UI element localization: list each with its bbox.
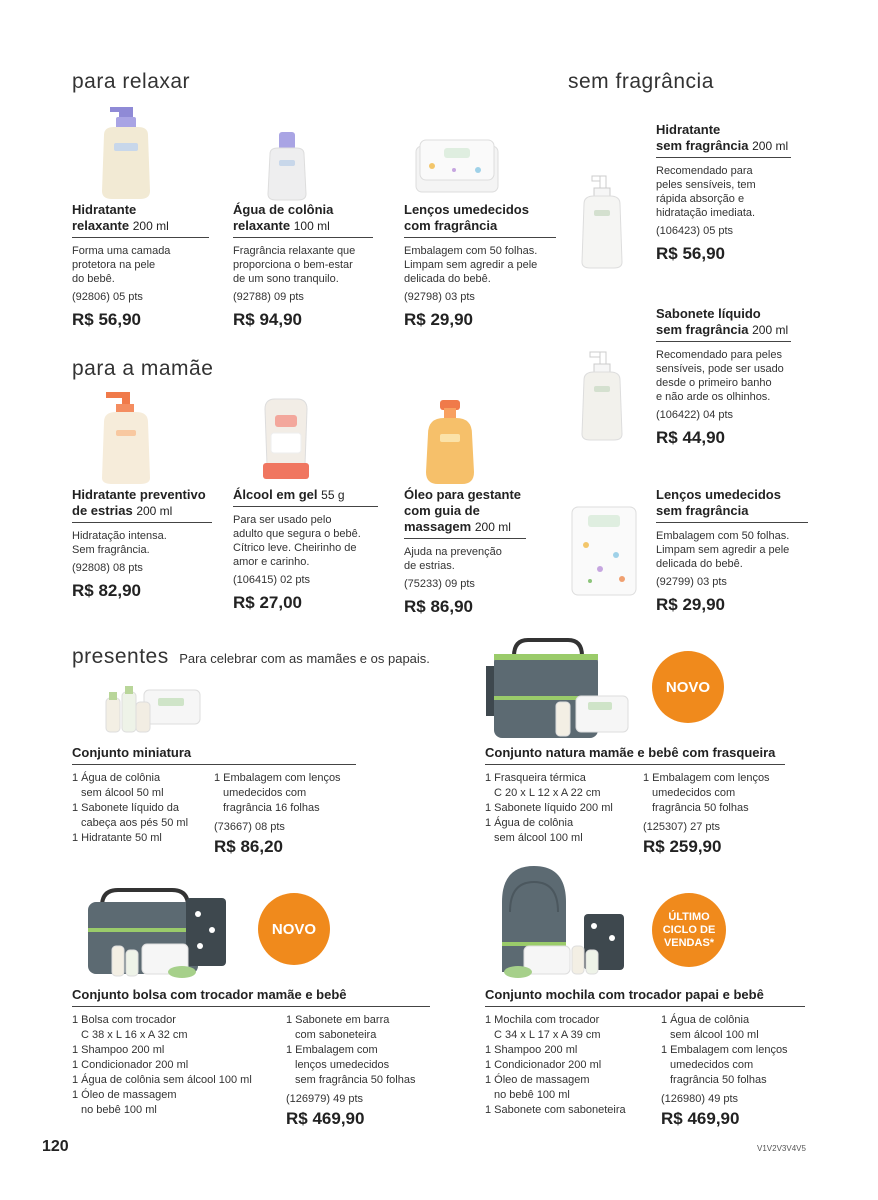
novo-badge-bolsa: NOVO: [258, 893, 330, 965]
product-size: 55 g: [321, 488, 345, 502]
product-description: Ajuda na prevenção de estrias.: [404, 546, 502, 572]
product-name-line2: com fragrância: [404, 218, 498, 233]
divider: [72, 522, 212, 523]
divider: [485, 1006, 805, 1007]
section-title-relax: para relaxar: [72, 70, 191, 93]
novo-badge-frasqueira: NOVO: [652, 651, 724, 723]
product-agua-colonia: [233, 202, 373, 330]
divider: [404, 237, 556, 238]
product-name-line2: sem fragrância: [656, 138, 749, 153]
conjunto-miniatura-image: [100, 684, 202, 736]
product-description: Para ser usado pelo adulto que segura o bebê. Cítrico leve. Cheirinho de amor e carinho.: [233, 514, 361, 568]
hidratante-preventivo-image: [96, 390, 156, 486]
product-name: Óleo para gestante: [404, 487, 522, 502]
product-description: Recomendado para peles sensíveis, tem rápida absorção e hidratação imediata.: [656, 165, 756, 219]
gift-price: R$ 469,90: [661, 1109, 740, 1128]
product-name-line2: de estrias: [72, 503, 133, 518]
gift-price: R$ 469,90: [286, 1109, 365, 1128]
product-name: Sabonete líquido: [656, 306, 761, 321]
oleo-gestante-image: [418, 398, 482, 486]
product-name-line3: massagem: [404, 519, 472, 534]
product-size: 200 ml: [474, 520, 511, 534]
product-name-line2: sem fragrância: [656, 503, 749, 518]
product-name: Lenços umedecidos: [656, 487, 781, 502]
product-price: R$ 44,90: [656, 428, 725, 447]
product-description: Forma uma camada protetora na pele do bebê.: [72, 245, 171, 285]
ultimo-ciclo-badge: ÚLTIMO CICLO DE VENDAS*: [652, 893, 726, 967]
hidratante-sem-fragrancia-image: [578, 174, 626, 270]
product-code: (92799) 03 pts: [656, 576, 727, 588]
bolsa-kit-image: [82, 884, 232, 982]
agua-colonia-image: [262, 130, 312, 202]
gift-price: R$ 259,90: [643, 837, 722, 856]
gift-title: Conjunto mochila com trocador papai e bebê: [485, 987, 764, 1002]
divider: [656, 341, 791, 342]
product-lencos-fragrancia: [404, 202, 556, 330]
alcool-gel-image: [257, 395, 315, 483]
product-hidratante-sem-fragrancia: [656, 122, 791, 264]
frasqueira-kit-image: [484, 636, 634, 740]
product-price: R$ 82,90: [72, 581, 141, 600]
product-code: (75233) 09 pts: [404, 578, 475, 590]
gift-contents-col2: 1 Sabonete em barra com saboneteira 1 Embalagem com lenços umedecidos sem fragrância 50 folhas (126979) 49 pts R$ 469,90: [286, 1013, 430, 1126]
product-size: 200 ml: [136, 504, 173, 518]
lencos-sem-fragrancia-image: [566, 505, 642, 599]
product-code: (92806) 05 pts: [72, 291, 143, 303]
gift-conjunto-bolsa: [72, 987, 430, 1126]
divider: [404, 538, 526, 539]
gift-contents-col1: 1 Frasqueira térmica C 20 x L 12 x A 22 cm 1 Sabonete líquido 200 ml 1 Água de colônia sem álcool 100 ml: [485, 772, 613, 844]
gift-conjunto-frasqueira: [485, 745, 785, 854]
divider: [72, 1006, 430, 1007]
gift-code: (73667) 08 pts: [214, 821, 285, 833]
product-size: 200 ml: [752, 323, 789, 337]
product-price: R$ 29,90: [404, 310, 473, 329]
product-alcool-gel: [233, 487, 378, 613]
product-code: (106423) 05 pts: [656, 225, 734, 237]
gift-contents-col2: 1 Embalagem com lenços umedecidos com fragrância 16 folhas (73667) 08 pts R$ 86,20: [214, 771, 356, 854]
gift-conjunto-mochila: [485, 987, 805, 1126]
product-price: R$ 56,90: [656, 244, 725, 263]
product-code: (106415) 02 pts: [233, 574, 311, 586]
product-sabonete-sem-fragrancia: [656, 306, 791, 448]
lencos-fragrancia-image: [414, 136, 500, 196]
product-description: Fragrância relaxante que proporciona o bem-estar de um sono tranquilo.: [233, 245, 356, 285]
product-name-line2: relaxante: [72, 218, 130, 233]
gift-title: Conjunto natura mamãe e bebê com frasqueira: [485, 745, 776, 760]
product-name: Álcool em gel: [233, 487, 318, 502]
product-oleo-gestante: [404, 487, 526, 617]
gift-code: (126979) 49 pts: [286, 1093, 364, 1105]
product-price: R$ 27,00: [233, 593, 302, 612]
divider: [656, 157, 791, 158]
divider: [233, 237, 373, 238]
gift-title: Conjunto bolsa com trocador mamãe e bebê: [72, 987, 347, 1002]
product-lencos-sem-fragrancia: [656, 487, 808, 615]
product-size: 200 ml: [752, 139, 789, 153]
gift-contents-col1: 1 Água de colônia sem álcool 50 ml 1 Sabonete líquido da cabeça aos pés 50 ml 1 Hidratante 50 ml: [72, 772, 189, 844]
product-price: R$ 94,90: [233, 310, 302, 329]
product-name: Hidratante: [72, 202, 137, 217]
product-price: R$ 29,90: [656, 595, 725, 614]
mochila-kit-image: [494, 862, 632, 980]
gift-price: R$ 86,20: [214, 837, 283, 856]
product-hidratante-preventivo: [72, 487, 212, 601]
product-name: Hidratante preventivo: [72, 487, 206, 502]
product-name: Lenços umedecidos: [404, 202, 529, 217]
divider: [656, 522, 808, 523]
section-title-gifts: [72, 645, 430, 669]
product-name: Hidratante: [656, 122, 721, 137]
product-price: R$ 86,90: [404, 597, 473, 616]
section-title-mom: para a mamãe: [72, 357, 214, 380]
gifts-title: presentes: [72, 645, 169, 668]
gift-contents-col1: 1 Mochila com trocador C 34 x L 17 x A 39 cm 1 Shampoo 200 ml 1 Condicionador 200 ml 1 Óleo de massagem no bebê 100 ml 1 Sabonete com saboneteira: [485, 1014, 626, 1116]
divider: [72, 237, 209, 238]
product-price: R$ 56,90: [72, 310, 141, 329]
gift-contents-col2: 1 Água de colônia sem álcool 100 ml 1 Embalagem com lenços umedecidos com fragrância 50 folhas (126980) 49 pts R$ 469,90: [661, 1013, 805, 1126]
product-code: (92808) 08 pts: [72, 562, 143, 574]
product-name-line2: relaxante: [233, 218, 291, 233]
product-name-line2: com guia de: [404, 503, 480, 518]
sabonete-sem-fragrancia-image: [578, 350, 626, 442]
section-title-no-fragrance: sem fragrância: [568, 70, 714, 93]
gift-code: (125307) 27 pts: [643, 821, 721, 833]
divider: [485, 764, 785, 765]
product-code: (106422) 04 pts: [656, 409, 734, 421]
product-description: Embalagem com 50 folhas. Limpam sem agredir a pele delicada do bebê.: [404, 245, 538, 285]
product-size: 200 ml: [132, 219, 169, 233]
gift-code: (126980) 49 pts: [661, 1093, 739, 1105]
product-description: Hidratação intensa. Sem fragrância.: [72, 530, 167, 556]
divider: [233, 506, 378, 507]
product-hidratante-relaxante: [72, 202, 209, 330]
product-description: Recomendado para peles sensíveis, pode ser usado desde o primeiro banho e não arde os olhinhos.: [656, 349, 784, 403]
product-size: 100 ml: [293, 219, 330, 233]
hidratante-relaxante-image: [90, 105, 160, 201]
gift-conjunto-miniatura: [72, 745, 356, 854]
version-code: V1V2V3V4V5: [757, 1144, 806, 1153]
product-name: Água de colônia: [233, 202, 334, 217]
product-name-line2: sem fragrância: [656, 322, 749, 337]
gifts-subtitle: Para celebrar com as mamães e os papais.: [179, 651, 430, 666]
divider: [72, 764, 356, 765]
gift-contents-col2: 1 Embalagem com lenços umedecidos com fragrância 50 folhas (125307) 27 pts R$ 259,90: [643, 771, 785, 854]
product-code: (92798) 03 pts: [404, 291, 475, 303]
gift-title: Conjunto miniatura: [72, 745, 192, 760]
product-description: Embalagem com 50 folhas. Limpam sem agredir a pele delicada do bebê.: [656, 530, 790, 570]
product-code: (92788) 09 pts: [233, 291, 304, 303]
page-number: 120: [42, 1138, 69, 1155]
gift-contents-col1: 1 Bolsa com trocador C 38 x L 16 x A 32 cm 1 Shampoo 200 ml 1 Condicionador 200 ml 1 Água de colônia sem álcool 100 ml 1 Óleo de massagem no bebê 100 ml: [72, 1014, 252, 1116]
